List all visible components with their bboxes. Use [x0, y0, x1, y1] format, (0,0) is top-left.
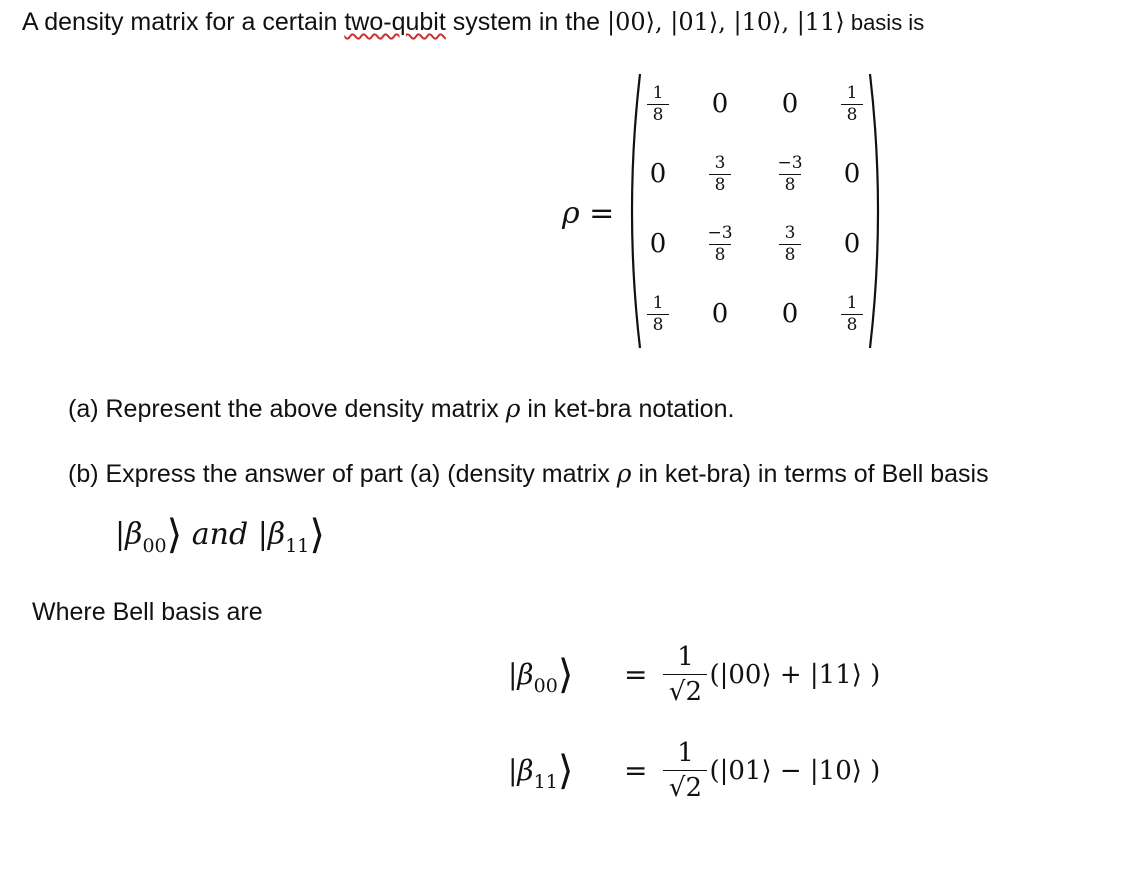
question-a-rho: ρ: [505, 394, 521, 423]
matrix-cell-r1-c2: 0: [711, 89, 729, 119]
question-b-rho: ρ: [616, 459, 632, 488]
question-a: [68, 394, 734, 424]
matrix-cell-r4-c2: 0: [711, 299, 729, 329]
bell-definition-beta11: [508, 738, 880, 803]
matrix-cell-r2-c1: 0: [649, 159, 667, 189]
matrix-cell-r1-c3: 0: [781, 89, 799, 119]
basis-kets: |00⟩, |01⟩, |10⟩, |11⟩: [606, 8, 845, 36]
def1-fraction: [663, 642, 707, 707]
spellcheck-flagged-word[interactable]: two-qubit: [344, 8, 446, 36]
bell-definition-beta00: [508, 642, 880, 707]
def1-equals: =: [624, 658, 648, 691]
def2-rhs: (|01⟩ − |10⟩ ): [709, 755, 881, 786]
def1-rhs: (|00⟩ + |11⟩ ): [709, 659, 881, 690]
matrix-cell-r3-c2: $\frac{-3}{8}$: [707, 222, 733, 265]
def2-equals: =: [624, 754, 648, 787]
matrix-cell-r4-c3: 0: [781, 299, 799, 329]
def2-lhs: [508, 748, 616, 794]
matrix-cell-r4-c4: $\frac{1}{8}$: [830, 284, 874, 344]
intro-text-end: basis is: [844, 10, 925, 35]
beta11-open: |β: [257, 517, 286, 552]
rho-symbol: ρ =: [562, 196, 615, 231]
def2-lhs-open: |β: [508, 753, 534, 787]
matrix-cell-r2-c2: $\frac{3}{8}$: [698, 144, 742, 204]
def1-lhs-close: ⟩: [557, 651, 574, 698]
beta00-close: ⟩: [166, 512, 183, 558]
matrix-cell-r2-c3: $\frac{-3}{8}$: [777, 152, 803, 195]
matrix-cell-r3-c1: 0: [649, 229, 667, 259]
matrix-cell-r1-c1: $\frac{1}{8}$: [636, 74, 680, 134]
question-a-text-before: (a) Represent the above density matrix: [68, 395, 506, 423]
def2-lhs-close: ⟩: [557, 747, 574, 794]
question-a-text-after: in ket-bra notation.: [520, 395, 735, 423]
def1-lhs-sub: 00: [533, 674, 558, 697]
matrix-cell-r3-c3: $\frac{3}{8}$: [768, 214, 812, 274]
def1-lhs: [508, 652, 616, 698]
matrix-cell-r2-c4: 0: [843, 159, 861, 189]
matrix-cell-r1-c4: $\frac{1}{8}$: [830, 74, 874, 134]
def1-numerator: 1: [677, 642, 694, 672]
def1-lhs-open: |β: [508, 657, 534, 691]
where-text: Where Bell basis are: [32, 598, 263, 626]
def2-fraction: [663, 738, 707, 803]
density-matrix: [626, 70, 884, 352]
beta11-sub: 11: [285, 535, 310, 557]
question-b-text-after: in ket-bra) in terms of Bell basis: [631, 460, 989, 488]
question-b-text-before: (b) Express the answer of part (a) (density matrix: [68, 460, 617, 488]
def2-numerator: 1: [677, 738, 694, 768]
intro-text-after: system in the: [445, 8, 607, 36]
def2-lhs-sub: 11: [533, 770, 558, 793]
matrix-cell-r4-c1: $\frac{1}{8}$: [636, 284, 680, 344]
matrix-cell-r3-c4: 0: [843, 229, 861, 259]
intro-text: [22, 8, 924, 37]
def1-denominator: √2: [668, 677, 703, 707]
beta00-sub: 00: [142, 535, 167, 557]
def2-denominator: √2: [668, 773, 703, 803]
bell-kets-line: [115, 512, 325, 558]
intro-text-before: A density matrix for a certain: [22, 8, 345, 36]
and-word: and: [182, 517, 258, 552]
beta11-close: ⟩: [309, 512, 325, 558]
question-b: [68, 459, 989, 489]
beta00-open: |β: [115, 517, 143, 552]
